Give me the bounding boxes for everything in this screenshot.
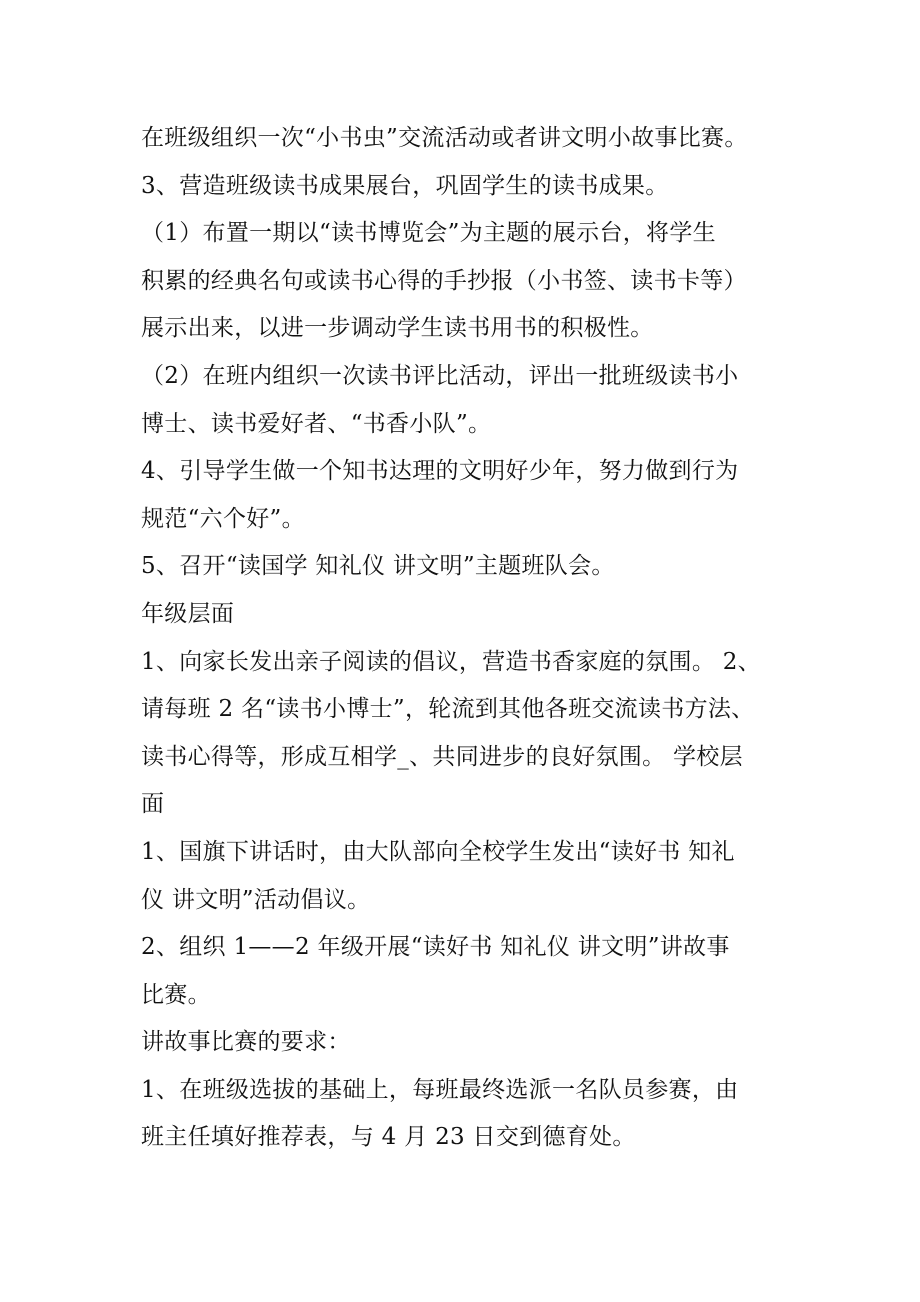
text-line: 读书心得等，形成互相学_、共同进步的良好氛围。 学校层 (141, 743, 743, 770)
text-line: 展示出来，以进一步调动学生读书用书的积极性。 (141, 315, 654, 342)
text-line: 1、在班级选拔的基础上，每班最终选派一名队员参赛，由 (141, 1076, 739, 1103)
section-heading-contest-requirements: 讲故事比赛的要求： (141, 1029, 351, 1056)
text-line: 积累的经典名句或读书心得的手抄报（小书签、读书卡等） (141, 267, 747, 294)
text-line: 规范“六个好”。 (141, 505, 305, 532)
text-line: 请每班 2 名“读书小博士”，轮流到其他各班交流读书方法、 (141, 696, 755, 723)
section-heading-grade-level: 年级层面 (141, 600, 235, 627)
text-line: 1、国旗下讲话时，由大队部向全校学生发出“读好书 知礼 (141, 838, 735, 865)
text-line: 面 (141, 791, 165, 818)
text-line: （1）布置一期以“读书博览会”为主题的展示台，将学生 (141, 220, 716, 247)
text-line: 2、组织 1——2 年级开展“读好书 知礼仪 讲文明”讲故事 (141, 934, 730, 961)
text-line: 班主任填好推荐表，与 4 月 23 日交到德育处。 (141, 1124, 636, 1151)
text-line: 5、召开“读国学 知礼仪 讲文明”主题班队会。 (141, 553, 615, 580)
text-line: 在班级组织一次“小书虫”交流活动或者讲文明小故事比赛。 (141, 125, 748, 151)
text-line: 比赛。 (141, 981, 211, 1008)
text-line: 4、引导学生做一个知书达理的文明好少年，努力做到行为 (141, 458, 739, 485)
text-line: 3、营造班级读书成果展台，巩固学生的读书成果。 (141, 172, 669, 199)
text-line: （2）在班内组织一次读书评比活动，评出一批班级读书小 (141, 362, 739, 389)
text-line: 1、向家长发出亲子阅读的倡议，营造书香家庭的氛围。 2、 (141, 648, 761, 675)
text-line: 仪 讲文明”活动倡议。 (141, 886, 371, 913)
text-line: 博士、读书爱好者、“书香小队”。 (141, 410, 492, 437)
document-body (141, 118, 801, 1165)
